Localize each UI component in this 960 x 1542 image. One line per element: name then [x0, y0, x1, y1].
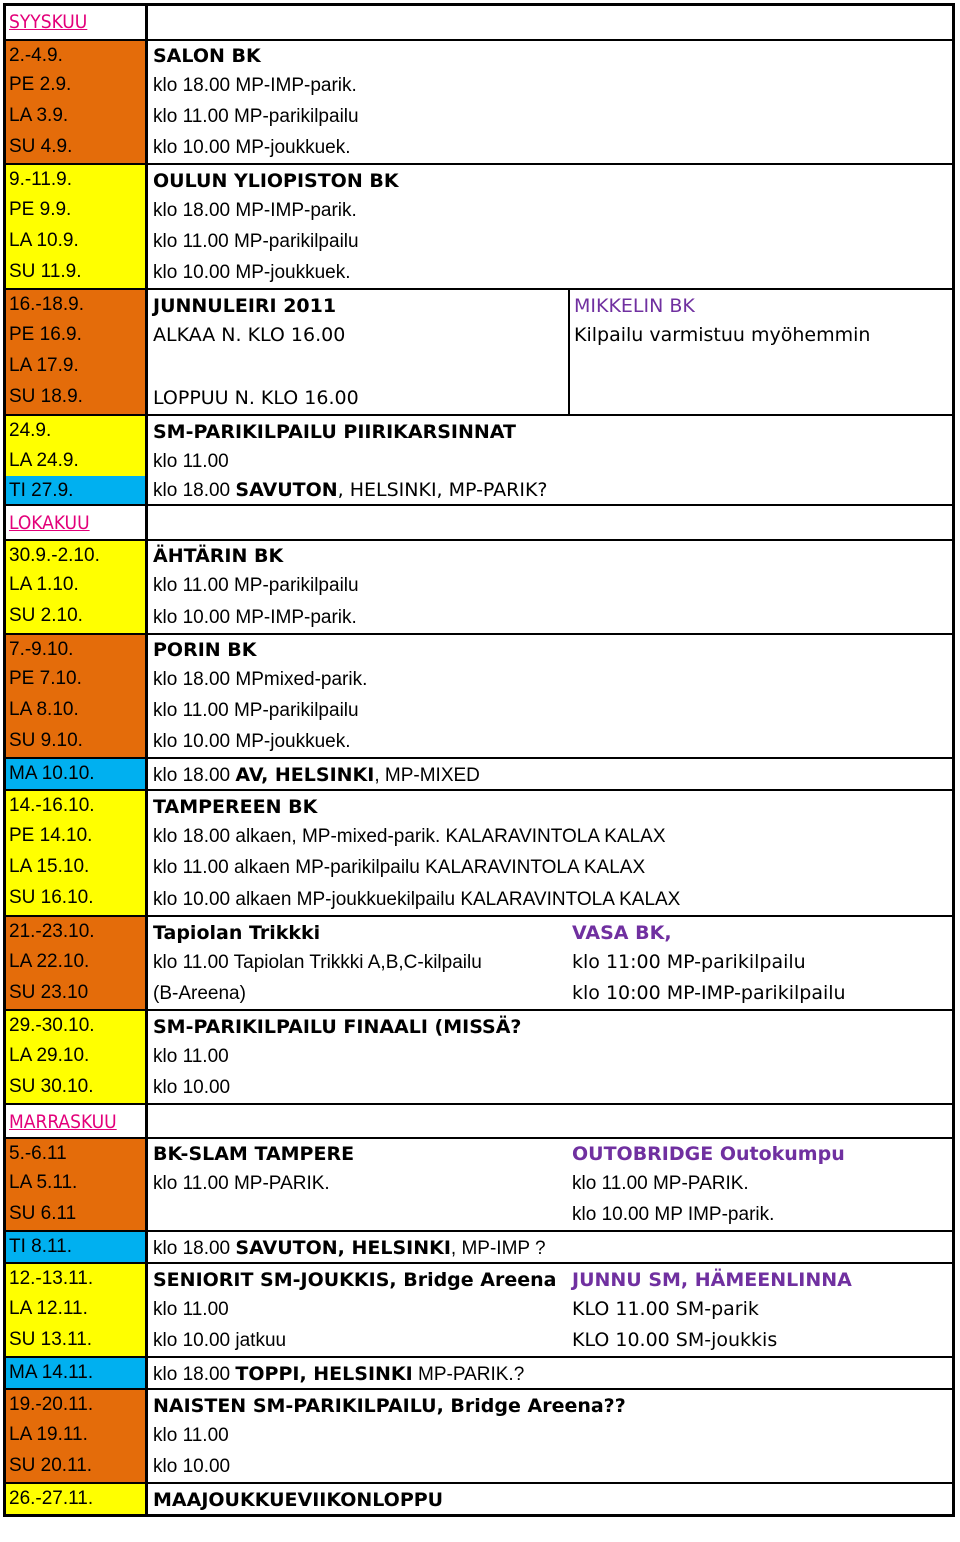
date-cell: SU 2.10. — [6, 601, 148, 633]
schedule-row — [6, 320, 952, 351]
side-event-cell — [568, 195, 952, 226]
schedule-row — [6, 70, 952, 101]
event-text: klo 11.00 MP-parikilpailu — [153, 700, 359, 721]
side-event-cell — [568, 506, 952, 539]
event-cell — [148, 382, 568, 414]
side-event-cell — [568, 382, 952, 414]
schedule-row — [6, 1388, 952, 1420]
side-event-cell — [568, 1232, 952, 1262]
side-event-cell — [568, 165, 952, 195]
date-cell: 24.9. — [6, 416, 148, 446]
date-cell: SU 20.11. — [6, 1451, 148, 1482]
side-event-text: JUNNU SM, HÄMEENLINNA — [572, 1269, 852, 1291]
schedule-row — [6, 132, 952, 163]
date-cell: SU 9.10. — [6, 726, 148, 757]
date-cell: 21.-23.10. — [6, 917, 148, 947]
date-cell: PE 14.10. — [6, 821, 148, 852]
month-label: MARRASKUU — [6, 1105, 148, 1137]
event-cell — [148, 506, 568, 539]
event-cell — [148, 635, 568, 664]
side-event-cell — [568, 1072, 952, 1103]
event-cell — [148, 947, 568, 978]
event-cell — [148, 759, 568, 789]
side-event-cell — [568, 320, 952, 351]
schedule-row — [6, 664, 952, 695]
event-text: , MP-MIXED — [374, 765, 480, 786]
event-text: klo 11.00 alkaen MP-parikilpailu KALARAVINTOLA KALAX — [153, 857, 646, 878]
event-cell — [148, 821, 666, 852]
date-cell: PE 16.9. — [6, 320, 148, 351]
date-cell: LA 17.9. — [6, 351, 148, 382]
side-event-cell — [568, 226, 952, 257]
schedule-row — [6, 947, 952, 978]
side-event-cell — [568, 601, 952, 633]
date-cell: LA 19.11. — [6, 1420, 148, 1451]
schedule-row — [6, 101, 952, 132]
date-cell: LA 29.10. — [6, 1041, 148, 1072]
event-cell — [148, 290, 568, 320]
date-cell: TI 27.9. — [6, 476, 148, 504]
event-cell — [148, 1139, 568, 1168]
side-event-cell — [568, 351, 952, 382]
schedule-row — [6, 1199, 952, 1230]
event-text: JUNNULEIRI 2011 — [153, 295, 337, 317]
event-text: SAVUTON — [235, 479, 338, 501]
event-cell — [148, 446, 568, 476]
date-cell: 14.-16.10. — [6, 791, 148, 821]
schedule-row — [6, 1420, 952, 1451]
date-cell: 19.-20.11. — [6, 1390, 148, 1420]
schedule-row — [6, 1482, 952, 1514]
event-text: klo 10.00 — [153, 1077, 231, 1098]
side-event-cell — [568, 1199, 952, 1230]
schedule-row — [6, 852, 952, 883]
schedule-row — [6, 382, 952, 414]
side-event-cell — [568, 1041, 952, 1072]
date-cell: 2.-4.9. — [6, 41, 148, 70]
event-text: klo 11.00 Tapiolan Trikkki A,B,C-kilpailu — [153, 952, 482, 973]
schedule-row — [6, 195, 952, 226]
schedule-row — [6, 1356, 952, 1388]
schedule-row — [6, 288, 952, 320]
date-cell: PE 9.9. — [6, 195, 148, 226]
side-event-cell — [568, 917, 952, 947]
schedule-row — [6, 821, 952, 852]
event-cell — [148, 416, 568, 446]
event-text: klo 11.00 — [153, 451, 229, 472]
event-cell — [148, 883, 681, 915]
side-event-text: OUTOBRIDGE Outokumpu — [572, 1143, 845, 1165]
event-cell — [148, 320, 568, 351]
schedule-row — [6, 1009, 952, 1041]
event-cell — [148, 1011, 568, 1041]
schedule-row — [6, 601, 952, 633]
month-label: LOKAKUU — [6, 506, 148, 539]
side-event-cell — [568, 664, 952, 695]
schedule-row — [6, 1451, 952, 1482]
side-event-cell — [568, 132, 952, 163]
side-event-cell — [568, 476, 952, 504]
date-cell: 30.9.-2.10. — [6, 541, 148, 570]
date-cell: SU 6.11 — [6, 1199, 148, 1230]
event-cell — [148, 1041, 568, 1072]
event-cell — [148, 978, 568, 1009]
schedule-row — [6, 539, 952, 570]
schedule-row — [6, 1230, 952, 1262]
event-text: klo 11.00 — [153, 1425, 229, 1446]
date-cell: LA 3.9. — [6, 101, 148, 132]
event-text: klo 10.00 MP-joukkuek. — [153, 137, 351, 158]
event-cell — [148, 195, 568, 226]
event-text: klo 11.00 — [153, 1299, 229, 1320]
event-text: (B-Areena) — [153, 983, 246, 1004]
side-event-text: klo 10:00 MP-IMP-parikilpailu — [572, 982, 846, 1004]
event-text: SAVUTON, HELSINKI — [235, 1237, 451, 1259]
date-cell: PE 7.10. — [6, 664, 148, 695]
side-event-cell — [568, 41, 952, 70]
side-event-text: KLO 10.00 SM-joukkis — [572, 1329, 778, 1351]
side-event-text: klo 10.00 MP IMP-parik. — [572, 1204, 775, 1225]
date-cell: 26.-27.11. — [6, 1484, 148, 1514]
event-cell — [148, 41, 568, 70]
date-cell: SU 16.10. — [6, 883, 148, 915]
date-cell: LA 15.10. — [6, 852, 148, 883]
event-cell — [148, 1325, 568, 1356]
date-cell: SU 4.9. — [6, 132, 148, 163]
side-event-cell — [568, 1264, 952, 1294]
date-cell: 9.-11.9. — [6, 165, 148, 195]
event-text: ÄHTÄRIN BK — [153, 545, 284, 567]
event-text: klo 18.00 MP-IMP-parik. — [153, 75, 357, 96]
event-text: , MP-IMP ? — [450, 1238, 546, 1259]
schedule-row — [6, 883, 952, 915]
schedule-row — [6, 163, 952, 195]
schedule-row — [6, 1325, 952, 1356]
event-cell — [148, 570, 568, 601]
date-cell: LA 8.10. — [6, 695, 148, 726]
event-cell — [148, 664, 568, 695]
schedule-row — [6, 257, 952, 288]
side-event-cell — [568, 101, 952, 132]
side-event-text: Kilpailu varmistuu myöhemmin — [574, 324, 871, 346]
date-cell: LA 22.10. — [6, 947, 148, 978]
schedule-row — [6, 1041, 952, 1072]
event-cell — [148, 165, 568, 195]
side-event-text: VASA BK, — [572, 922, 672, 944]
date-cell: PE 2.9. — [6, 70, 148, 101]
event-text: klo 18.00 MP-IMP-parik. — [153, 200, 357, 221]
event-text: klo 18.00 — [153, 765, 236, 786]
schedule-table — [3, 3, 955, 1517]
date-cell: MA 10.10. — [6, 759, 148, 789]
side-event-cell — [568, 416, 952, 446]
event-text: BK-SLAM TAMPERE — [153, 1143, 355, 1165]
event-cell — [148, 852, 646, 883]
date-cell: SU 18.9. — [6, 382, 148, 414]
side-event-cell — [568, 791, 952, 821]
event-cell — [148, 1358, 568, 1388]
side-event-cell — [568, 6, 952, 39]
date-cell: LA 10.9. — [6, 226, 148, 257]
schedule-row — [6, 978, 952, 1009]
event-text: MAAJOUKKUEVIIKONLOPPU — [153, 1489, 444, 1511]
side-event-cell — [568, 1484, 952, 1514]
event-cell — [148, 226, 568, 257]
schedule-row — [6, 414, 952, 446]
schedule-row — [6, 1072, 952, 1103]
side-event-cell — [568, 1420, 952, 1451]
event-text: klo 10.00 alkaen MP-joukkuekilpailu KALARAVINTOLA KALAX — [153, 889, 681, 910]
schedule-row — [6, 446, 952, 476]
event-text: klo 10.00 MP-IMP-parik. — [153, 607, 357, 628]
side-event-cell — [568, 1294, 952, 1325]
event-cell — [148, 1168, 568, 1199]
date-cell: TI 8.11. — [6, 1232, 148, 1262]
event-cell — [148, 351, 568, 382]
event-cell — [148, 132, 568, 163]
side-event-text: klo 11.00 MP-PARIK. — [572, 1173, 749, 1194]
side-event-cell — [568, 1168, 952, 1199]
event-cell — [148, 917, 568, 947]
month-header-row — [6, 504, 952, 539]
month-label: SYYSKUU — [6, 6, 148, 39]
side-event-cell — [568, 1325, 952, 1356]
schedule-row — [6, 39, 952, 70]
schedule-row — [6, 1262, 952, 1294]
side-event-cell — [568, 541, 952, 570]
event-cell — [148, 726, 568, 757]
event-text: TAMPEREEN BK — [153, 796, 318, 818]
event-cell — [148, 257, 568, 288]
event-text: klo 10.00 MP-joukkuek. — [153, 731, 351, 752]
event-text: klo 10.00 MP-joukkuek. — [153, 262, 351, 283]
schedule-row — [6, 1137, 952, 1168]
event-text: klo 10.00 — [153, 1456, 231, 1477]
side-event-cell — [568, 1139, 952, 1168]
schedule-row — [6, 789, 952, 821]
event-cell — [148, 601, 568, 633]
event-text: klo 11.00 MP-parikilpailu — [153, 575, 359, 596]
event-text: SENIORIT SM-JOUKKIS, Bridge Areena — [153, 1269, 557, 1291]
event-cell — [148, 1264, 568, 1294]
date-cell: SU 11.9. — [6, 257, 148, 288]
schedule-row — [6, 915, 952, 947]
date-cell: LA 1.10. — [6, 570, 148, 601]
event-cell — [148, 6, 568, 39]
event-text: klo 18.00 — [153, 480, 236, 501]
side-event-cell — [568, 978, 952, 1009]
event-text: AV, HELSINKI — [235, 764, 375, 786]
event-text: LOPPUU N. KLO 16.00 — [153, 387, 359, 409]
event-text: SM-PARIKILPAILU PIIRIKARSINNAT — [153, 421, 516, 443]
event-cell — [148, 1294, 568, 1325]
date-cell: SU 13.11. — [6, 1325, 148, 1356]
event-text: Tapiolan Trikkki — [153, 922, 321, 944]
side-event-cell — [568, 257, 952, 288]
date-cell: LA 5.11. — [6, 1168, 148, 1199]
schedule-row — [6, 695, 952, 726]
event-cell — [148, 695, 568, 726]
event-text: klo 11.00 MP-parikilpailu — [153, 231, 359, 252]
schedule-row — [6, 351, 952, 382]
date-cell: LA 12.11. — [6, 1294, 148, 1325]
event-text: klo 18.00 — [153, 1238, 236, 1259]
event-text: SM-PARIKILPAILU FINAALI (MISSÄ? — [153, 1016, 522, 1038]
date-cell: 7.-9.10. — [6, 635, 148, 664]
event-text: NAISTEN SM-PARIKILPAILU, Bridge Areena?? — [153, 1395, 626, 1417]
side-event-cell — [568, 70, 952, 101]
event-cell — [148, 541, 568, 570]
schedule-row — [6, 1294, 952, 1325]
schedule-row — [6, 757, 952, 789]
schedule-row — [6, 570, 952, 601]
side-event-cell — [568, 759, 952, 789]
event-text: klo 11.00 MP-parikilpailu — [153, 106, 359, 127]
month-header-row — [6, 1103, 952, 1137]
event-text: klo 18.00 — [153, 1364, 236, 1385]
side-event-cell — [568, 1105, 952, 1137]
date-cell: 16.-18.9. — [6, 290, 148, 320]
date-cell: 12.-13.11. — [6, 1264, 148, 1294]
side-event-cell — [568, 446, 952, 476]
month-header-row — [6, 6, 952, 39]
event-cell — [148, 476, 568, 504]
schedule-row — [6, 726, 952, 757]
schedule-row — [6, 226, 952, 257]
side-event-cell — [568, 570, 952, 601]
side-event-cell — [568, 726, 952, 757]
date-cell: MA 14.11. — [6, 1358, 148, 1388]
schedule-row — [6, 476, 952, 504]
event-text: klo 18.00 MPmixed-parik. — [153, 669, 368, 690]
schedule-row — [6, 1168, 952, 1199]
side-event-cell — [568, 1451, 952, 1482]
event-text: MP-PARIK.? — [412, 1364, 525, 1385]
event-cell — [148, 1390, 626, 1420]
date-cell: 29.-30.10. — [6, 1011, 148, 1041]
event-cell — [148, 1232, 568, 1262]
event-cell — [148, 1105, 568, 1137]
side-event-cell — [568, 695, 952, 726]
side-event-cell — [568, 1358, 952, 1388]
event-text: klo 18.00 alkaen, MP-mixed-parik. KALARAVINTOLA KALAX — [153, 826, 666, 847]
event-text: TOPPI, HELSINKI — [235, 1363, 413, 1385]
schedule-row — [6, 633, 952, 664]
event-text: klo 11.00 MP-PARIK. — [153, 1173, 330, 1194]
date-cell: SU 23.10 — [6, 978, 148, 1009]
event-text: klo 11.00 — [153, 1046, 229, 1067]
side-event-text: klo 11:00 MP-parikilpailu — [572, 951, 806, 973]
event-cell — [148, 1484, 568, 1514]
date-cell: LA 24.9. — [6, 446, 148, 476]
date-cell: SU 30.10. — [6, 1072, 148, 1103]
side-event-cell — [568, 635, 952, 664]
event-text: klo 10.00 jatkuu — [153, 1330, 287, 1351]
event-cell — [148, 1072, 568, 1103]
side-event-cell — [568, 947, 952, 978]
side-event-text: KLO 11.00 SM-parik — [572, 1298, 759, 1320]
event-cell — [148, 1420, 568, 1451]
event-text: , HELSINKI, MP-PARIK? — [337, 479, 548, 501]
event-cell — [148, 101, 568, 132]
date-cell: 5.-6.11 — [6, 1139, 148, 1168]
event-cell — [148, 1451, 568, 1482]
side-event-text: MIKKELIN BK — [574, 295, 695, 317]
event-cell — [148, 1199, 568, 1230]
event-cell — [148, 791, 568, 821]
event-text: PORIN BK — [153, 639, 257, 661]
side-event-cell — [568, 1011, 952, 1041]
event-cell — [148, 70, 568, 101]
event-text: SALON BK — [153, 45, 261, 67]
event-text: ALKAA N. KLO 16.00 — [153, 324, 346, 346]
side-event-cell — [568, 290, 952, 320]
event-text: OULUN YLIOPISTON BK — [153, 170, 399, 192]
